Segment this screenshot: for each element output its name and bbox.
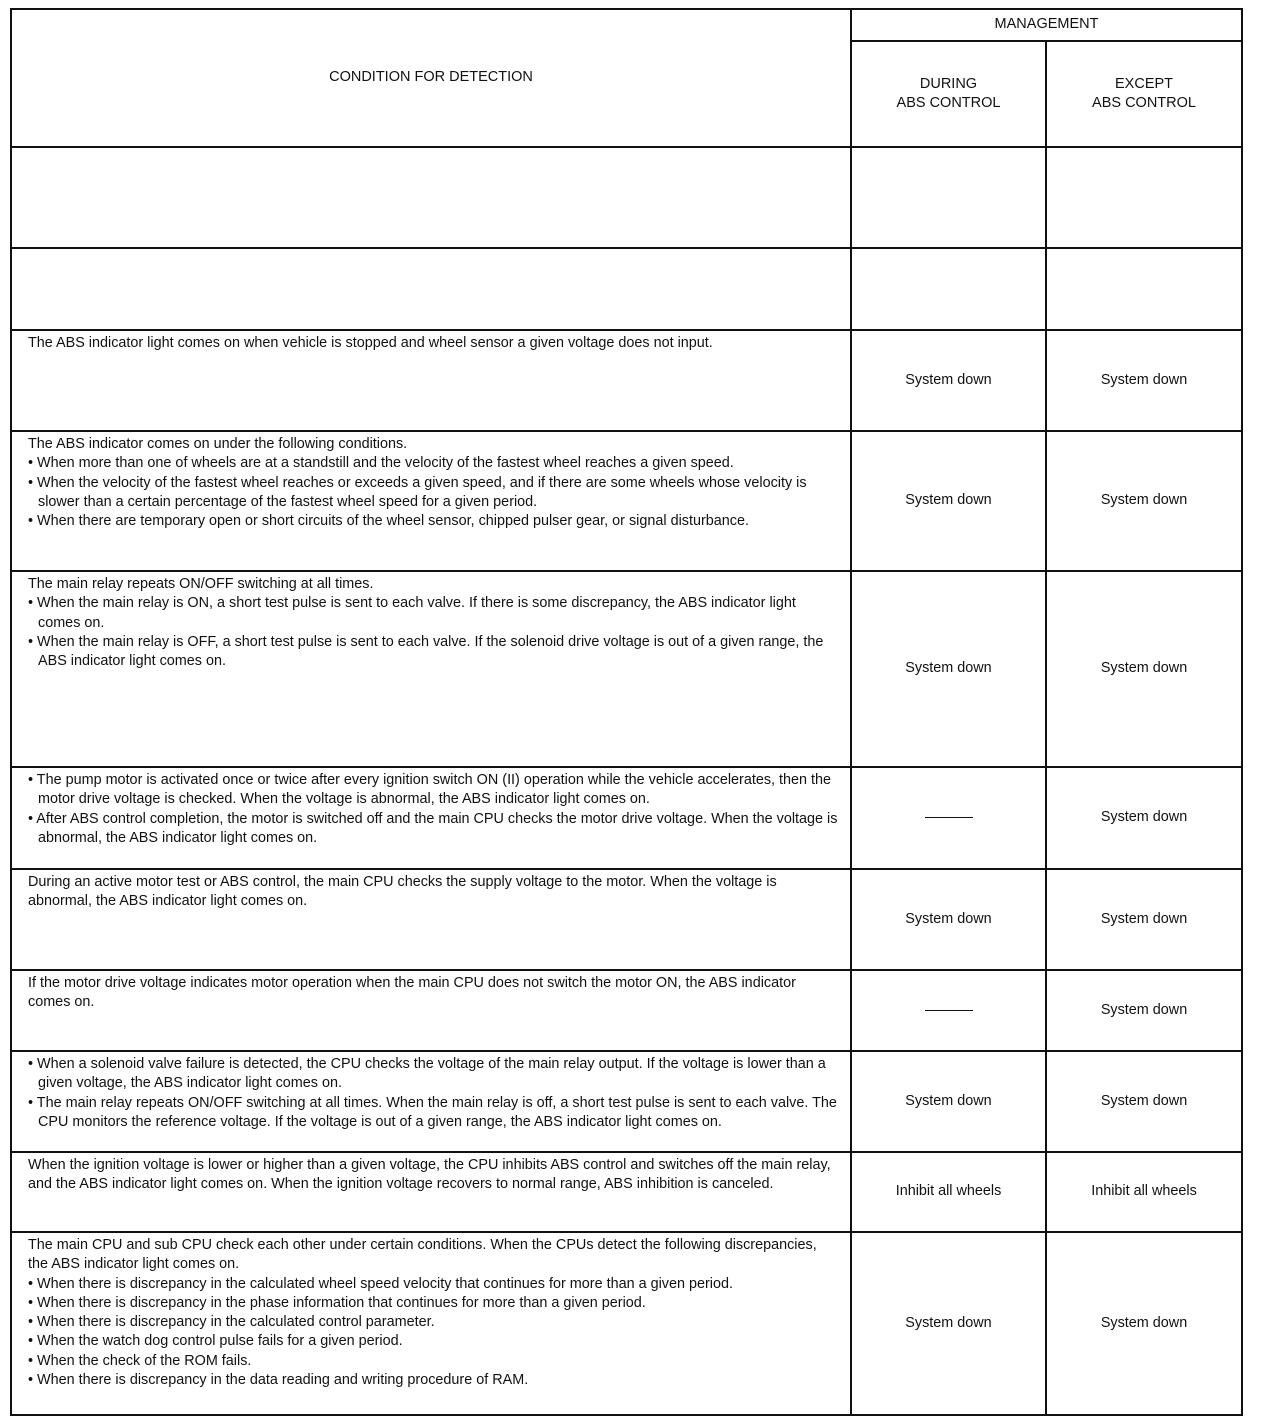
during-abs-control-cell xyxy=(851,1051,1046,1152)
during-management-value: System down xyxy=(905,1092,992,1109)
during-header-line1: DURING xyxy=(919,75,978,92)
during-management-value: System down xyxy=(905,1314,992,1331)
except-abs-control-cell xyxy=(1046,767,1242,869)
during-management-value: Inhibit all wheels xyxy=(895,1183,1002,1200)
dash-mark xyxy=(925,1010,973,1011)
abs-detection-table xyxy=(10,8,1243,1416)
except-abs-control-cell xyxy=(1046,571,1242,767)
abs-detection-table-page xyxy=(10,8,1241,1416)
condition-cell xyxy=(11,431,851,571)
condition-bullet: • When the velocity of the fastest wheel reaches or exceeds a given speed, and if there are some wheels whose velocity is slower than a certain percentage of the fastest wheel speed for a given period. xyxy=(28,474,838,513)
condition-header: CONDITION FOR DETECTION xyxy=(11,9,851,147)
table-row xyxy=(11,970,1242,1051)
except-abs-control-cell xyxy=(1046,147,1242,248)
condition-cell xyxy=(11,1152,851,1232)
condition-cell xyxy=(11,1232,851,1415)
condition-intro: The main CPU and sub CPU check each other under certain conditions. When the CPUs detect the following discrepancies, the ABS indicator light comes on. xyxy=(28,1237,817,1273)
except-abs-control-cell xyxy=(1046,1152,1242,1232)
table-row xyxy=(11,767,1242,869)
condition-intro: The ABS indicator comes on under the following conditions. xyxy=(28,436,408,452)
except-management-value: System down xyxy=(1100,910,1188,927)
except-abs-control-cell xyxy=(1046,431,1242,571)
except-abs-control-cell xyxy=(1046,330,1242,431)
during-abs-control-cell xyxy=(851,147,1046,248)
except-management-value: System down xyxy=(1100,1001,1188,1018)
during-management-value: System down xyxy=(905,492,992,509)
condition-bullet: • When there are temporary open or short circuits of the wheel sensor, chipped pulser gear, or signal disturbance. xyxy=(28,512,838,531)
condition-intro: During an active motor test or ABS control, the main CPU checks the supply voltage to the motor. When the voltage is abnormal, the ABS indicator light comes on. xyxy=(28,874,777,910)
table-row xyxy=(11,1232,1242,1415)
condition-bullet: • When the main relay is OFF, a short test pulse is sent to each valve. If the solenoid drive voltage is out of a given range, the ABS indicator light comes on. xyxy=(28,633,838,672)
except-management-value: System down xyxy=(1100,660,1188,677)
except-management-value: System down xyxy=(1100,809,1188,826)
except-management-value: System down xyxy=(1100,492,1188,509)
condition-intro: When the ignition voltage is lower or higher than a given voltage, the CPU inhibits ABS control and switches off the main relay, and the ABS indicator light comes on. When the ignition voltage recovers to normal range, ABS inhibition is canceled. xyxy=(28,1157,831,1193)
condition-bullet: • When more than one of wheels are at a standstill and the velocity of the fastest wheel reaches a given speed. xyxy=(28,454,838,473)
table-row xyxy=(11,571,1242,767)
during-abs-control-cell xyxy=(851,970,1046,1051)
condition-bullet: • When a solenoid valve failure is detected, the CPU checks the voltage of the main relay output. If the voltage is lower than a given voltage, the ABS indicator light comes on. xyxy=(28,1055,838,1094)
condition-cell xyxy=(11,248,851,330)
during-management-value: System down xyxy=(905,910,992,927)
during-abs-control-cell xyxy=(851,869,1046,970)
condition-bullet: • When there is discrepancy in the data reading and writing procedure of RAM. xyxy=(28,1371,838,1390)
during-abs-control-cell xyxy=(851,330,1046,431)
table-row xyxy=(11,1152,1242,1232)
during-management-value: System down xyxy=(905,660,992,677)
except-management-value: System down xyxy=(1100,371,1188,388)
except-header-line1: EXCEPT xyxy=(1115,75,1174,92)
dash-mark xyxy=(925,817,973,818)
condition-cell xyxy=(11,1051,851,1152)
condition-intro: The ABS indicator light comes on when vehicle is stopped and wheel sensor a given voltage does not input. xyxy=(28,335,713,351)
during-management-value: System down xyxy=(905,371,992,388)
condition-bullet: • When there is discrepancy in the calculated control parameter. xyxy=(28,1313,838,1332)
except-abs-control-cell xyxy=(1046,1051,1242,1152)
condition-bullet: • The pump motor is activated once or twice after every ignition switch ON (II) operation while the vehicle accelerates, then the motor drive voltage is checked. When the voltage is abnormal, the ABS indicator light comes on. xyxy=(28,771,838,810)
table-row xyxy=(11,1051,1242,1152)
condition-intro: If the motor drive voltage indicates motor operation when the main CPU does not switch the motor ON, the ABS indicator comes on. xyxy=(28,975,796,1011)
condition-bullet: • When the watch dog control pulse fails for a given period. xyxy=(28,1332,838,1351)
except-abs-control-cell xyxy=(1046,869,1242,970)
condition-cell xyxy=(11,767,851,869)
condition-bullet: • When there is discrepancy in the calculated wheel speed velocity that continues for more than a given period. xyxy=(28,1275,838,1294)
except-management-value: System down xyxy=(1100,1314,1188,1331)
table-row xyxy=(11,330,1242,431)
table-row xyxy=(11,869,1242,970)
condition-bullet: • When the check of the ROM fails. xyxy=(28,1352,838,1371)
table-row xyxy=(11,431,1242,571)
except-abs-control-header xyxy=(1046,41,1242,147)
during-abs-control-cell xyxy=(851,1232,1046,1415)
condition-bullet: • The main relay repeats ON/OFF switching at all times. When the main relay is off, a short test pulse is sent to each valve. The CPU monitors the reference voltage. If the voltage is out of a given range, the ABS indicator light comes on. xyxy=(28,1094,838,1133)
during-abs-control-cell xyxy=(851,767,1046,869)
during-abs-control-cell xyxy=(851,571,1046,767)
table-body xyxy=(11,147,1242,1415)
during-abs-control-cell xyxy=(851,1152,1046,1232)
condition-bullet: • When the main relay is ON, a short test pulse is sent to each valve. If there is some discrepancy, the ABS indicator light comes on. xyxy=(28,594,838,633)
condition-cell xyxy=(11,970,851,1051)
table-row xyxy=(11,147,1242,248)
except-abs-control-cell xyxy=(1046,248,1242,330)
during-header-line2: ABS CONTROL xyxy=(896,95,1001,111)
condition-cell xyxy=(11,330,851,431)
during-abs-control-cell xyxy=(851,248,1046,330)
except-abs-control-cell xyxy=(1046,1232,1242,1415)
condition-intro: The main relay repeats ON/OFF switching at all times. xyxy=(28,576,374,592)
during-abs-control-cell xyxy=(851,431,1046,571)
condition-bullet: • When there is discrepancy in the phase information that continues for more than a given period. xyxy=(28,1294,838,1313)
except-management-value: System down xyxy=(1100,1092,1188,1109)
except-header-line2: ABS CONTROL xyxy=(1092,95,1196,111)
except-abs-control-cell xyxy=(1046,970,1242,1051)
condition-cell xyxy=(11,571,851,767)
except-management-value: Inhibit all wheels xyxy=(1091,1183,1197,1200)
condition-bullet: • After ABS control completion, the motor is switched off and the main CPU checks the motor drive voltage. When the voltage is abnormal, the ABS indicator light comes on. xyxy=(28,810,838,849)
condition-cell xyxy=(11,147,851,248)
condition-cell xyxy=(11,869,851,970)
table-row xyxy=(11,248,1242,330)
during-abs-control-header xyxy=(851,41,1046,147)
management-header: MANAGEMENT xyxy=(851,9,1242,41)
